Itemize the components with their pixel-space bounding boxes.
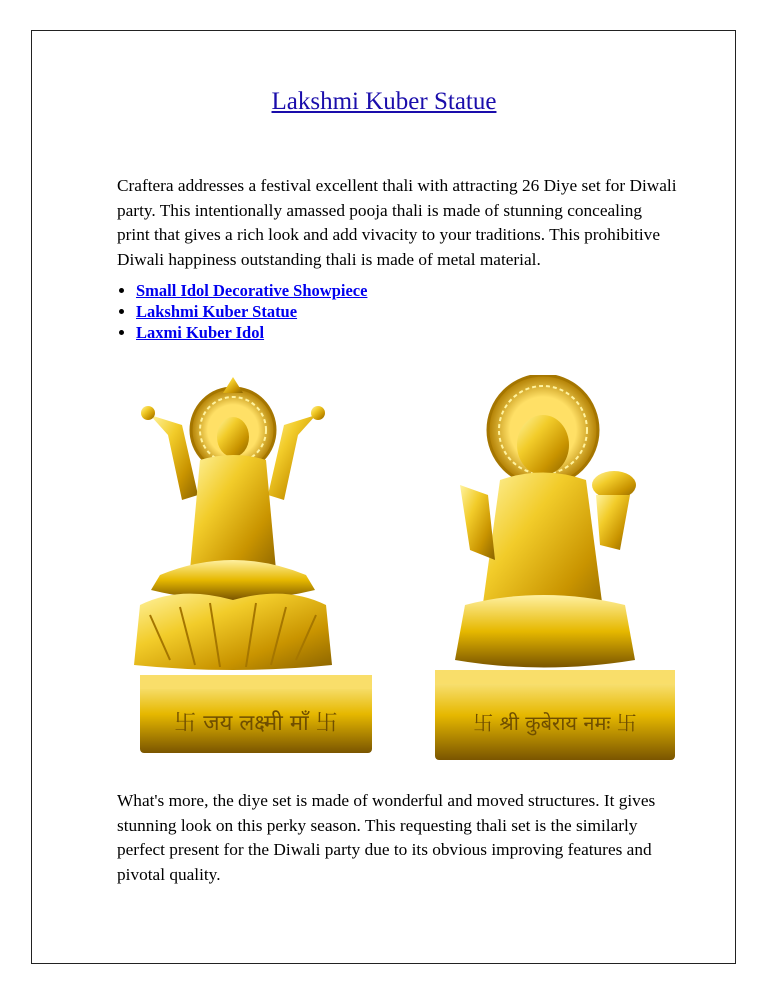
statues-image — [120, 375, 675, 765]
link-small-idol-showpiece[interactable]: Small Idol Decorative Showpiece — [136, 281, 368, 300]
list-item — [136, 280, 367, 301]
link-laxmi-kuber-idol[interactable]: Laxmi Kuber Idol — [136, 323, 265, 342]
lakshmi-base-text: 卐 जय लक्ष्मी माँ 卐 — [174, 711, 338, 736]
lakshmi-statue — [134, 377, 372, 753]
list-item — [136, 301, 367, 322]
outro-paragraph: What's more, the diye set is made of wonderful and moved structures. It gives stunning look on this perky season. This requesting thali set is the similarly perfect present for the Diwali party due to its obvious improving features and pivotal quality. — [117, 791, 656, 884]
link-list — [117, 280, 367, 343]
intro-paragraph: Craftera addresses a festival excellent thali with attracting 26 Diye set for Diwali party. This intentionally amassed pooja thali is made of stunning concealing print that gives a rich look and add vivacity to your traditions. This prohibitive Diwali happiness outstanding thali is made of metal material. — [117, 176, 677, 269]
link-lakshmi-kuber-statue[interactable]: Lakshmi Kuber Statue — [136, 302, 298, 321]
list-item — [136, 322, 367, 343]
page-title — [0, 88, 768, 116]
title-link[interactable]: Lakshmi Kuber Statue — [271, 88, 497, 115]
kuber-base-text: 卐 श्री कुबेराय नमः 卐 — [473, 711, 637, 735]
kuber-statue — [435, 375, 675, 760]
